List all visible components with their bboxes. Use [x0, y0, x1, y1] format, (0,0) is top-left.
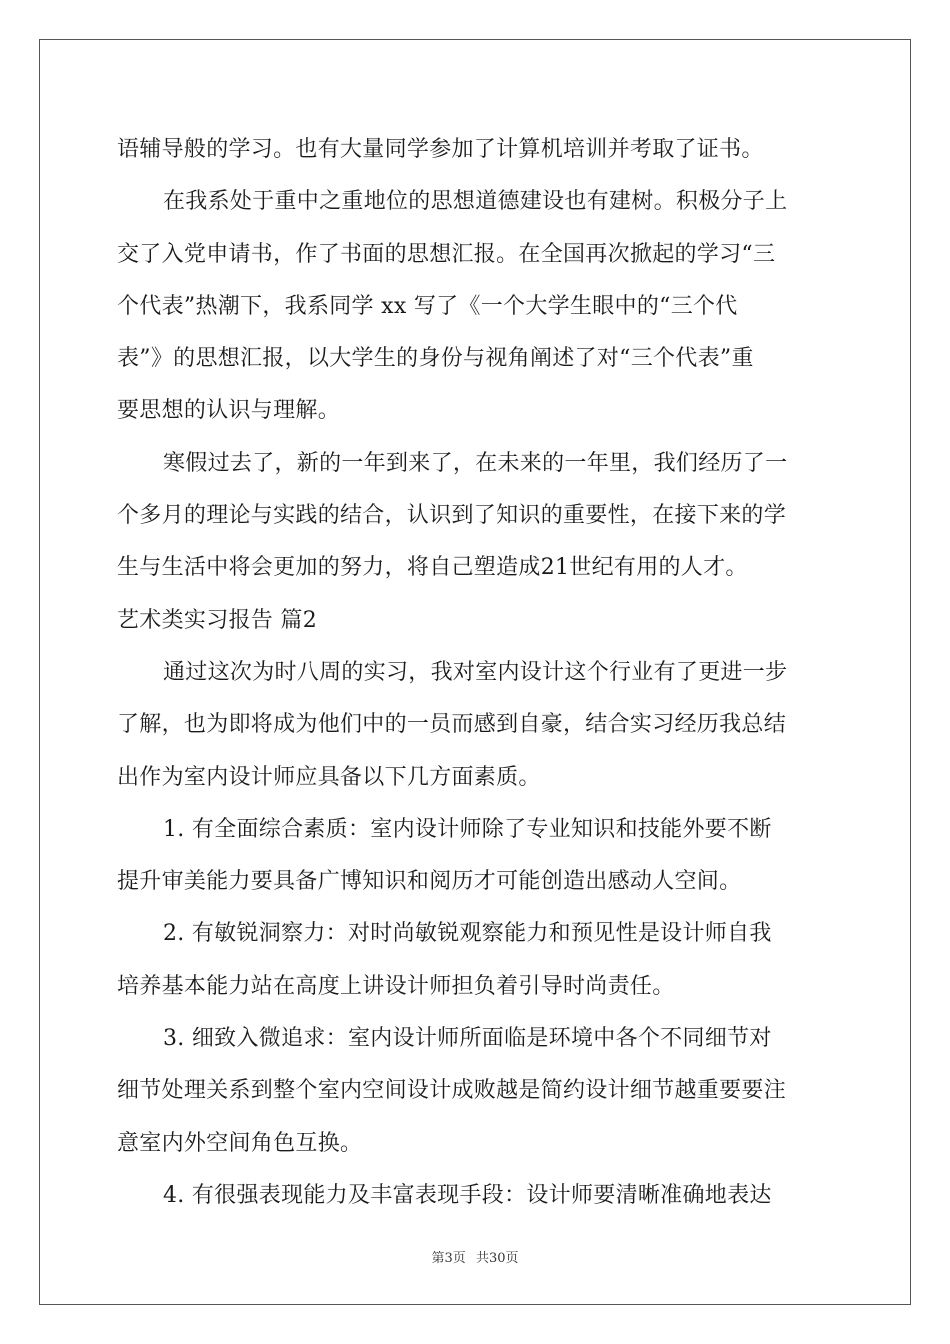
- text-line: 个多月的理论与实践的结合，认识到了知识的重要性，在接下来的学: [117, 503, 787, 529]
- text-line: 3. 细致入微追求：室内设计师所面临是环境中各个不同细节对: [163, 1026, 772, 1052]
- text-line: 艺术类实习报告 篇2: [117, 607, 317, 633]
- text-line: 表”》的思想汇报，以大学生的身份与视角阐述了对“三个代表”重: [117, 346, 754, 372]
- text-line: 个代表”热潮下，我系同学 xx 写了《一个大学生眼中的“三个代: [117, 293, 738, 319]
- text-line: 了解，也为即将成为他们中的一员而感到自豪，结合实习经历我总结: [117, 712, 787, 738]
- document-body: [117, 124, 833, 1222]
- text-line: 在我系处于重中之重地位的思想道德建设也有建树。积极分子上: [163, 189, 788, 215]
- text-line: 提升审美能力要具备广博知识和阅历才可能创造出感动人空间。: [117, 869, 742, 895]
- text-line: 意室内外空间角色互换。: [117, 1130, 363, 1156]
- page-total: 共30页: [475, 1251, 519, 1266]
- text-line: 出作为室内设计师应具备以下几方面素质。: [117, 764, 541, 790]
- text-line: 寒假过去了，新的一年到来了，在未来的一年里，我们经历了一: [163, 450, 788, 476]
- page-footer: [0, 1247, 950, 1266]
- text-line: 2. 有敏锐洞察力：对时尚敏锐观察能力和预见性是设计师自我: [163, 921, 772, 947]
- text-line: 通过这次为时八周的实习，我对室内设计这个行业有了更进一步: [163, 659, 788, 685]
- page-number: 第3页: [431, 1251, 466, 1266]
- text-line: 语辅导般的学习。也有大量同学参加了计算机培训并考取了证书。: [117, 137, 764, 162]
- text-line: 培养基本能力站在高度上讲设计师担负着引导时尚责任。: [117, 973, 675, 999]
- text-line: 要思想的认识与理解。: [117, 398, 341, 424]
- text-line: 1. 有全面综合素质：室内设计师除了专业知识和技能外要不断: [163, 816, 772, 842]
- text-line: 4. 有很强表现能力及丰富表现手段：设计师要清晰准确地表达: [163, 1182, 772, 1208]
- text-line: 生与生活中将会更加的努力，将自己塑造成21世纪有用的人才。: [117, 555, 748, 581]
- text-line: 交了入党申请书，作了书面的思想汇报。在全国再次掀起的学习“三: [117, 241, 776, 267]
- text-line: 细节处理关系到整个室内空间设计成败越是简约设计细节越重要要注: [117, 1078, 787, 1104]
